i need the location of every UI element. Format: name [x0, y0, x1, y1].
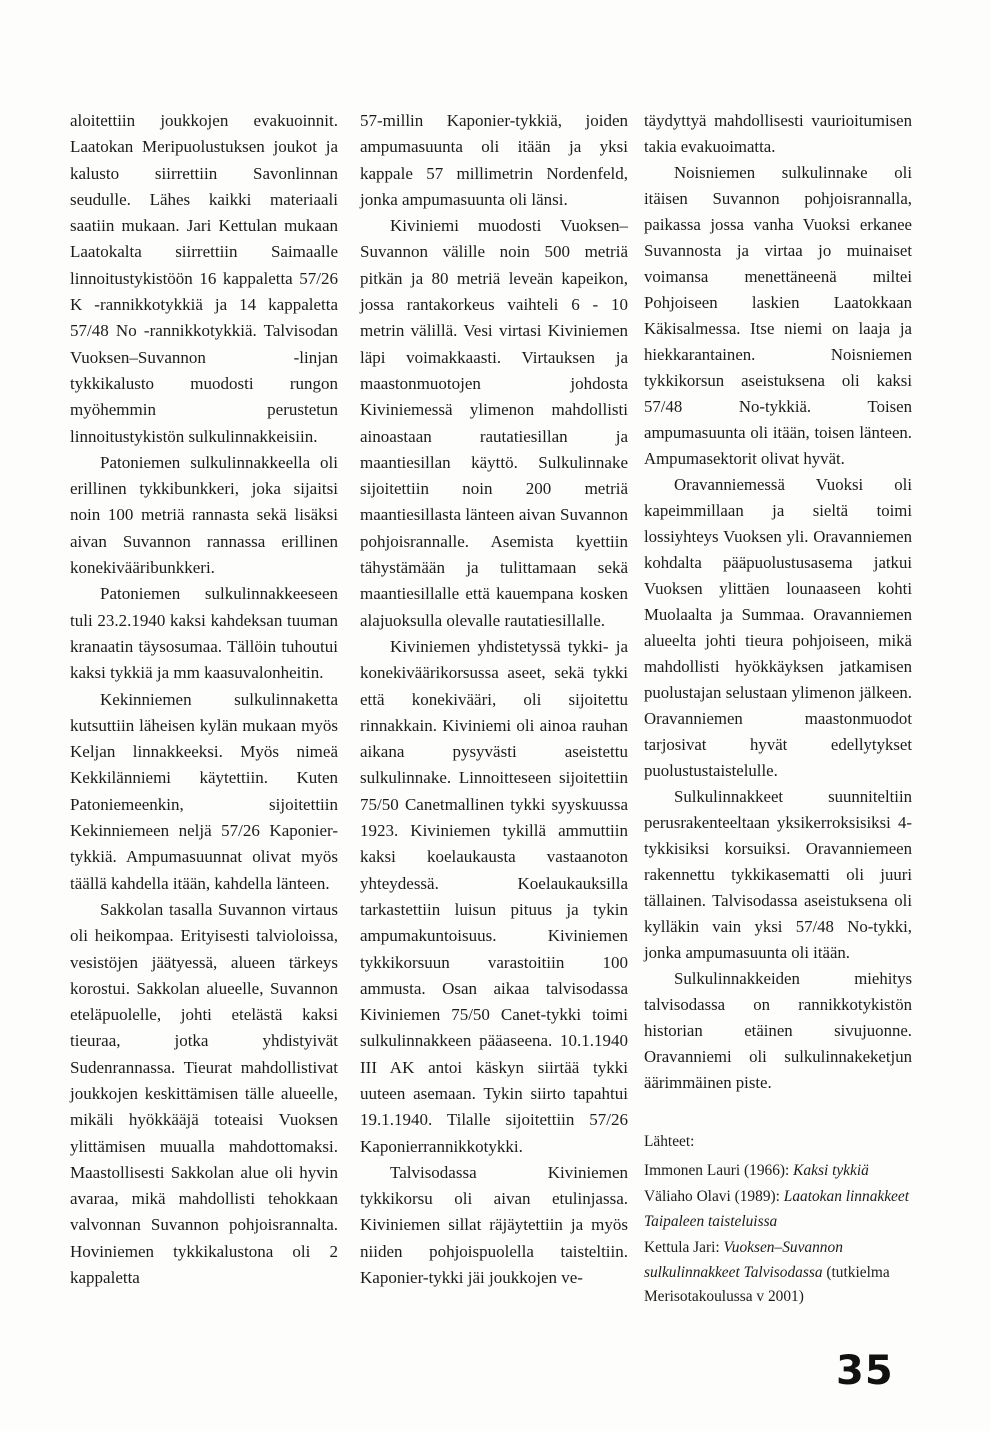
- paragraph: Talvisodassa Kiviniemen tykkikorsu oli aivan etulinjassa. Kiviniemen sillat räjäytettiin ja myös niiden pohjoispuolella taisteltiin. Kaponier-tykki jäi joukkojen ve-: [360, 1162, 628, 1288]
- source-entry: [644, 1236, 912, 1310]
- page-number: 35: [836, 1348, 894, 1394]
- paragraph: Sulkulinnakkeiden miehitys talvisodassa on rannikkotykistön historian etäinen sivujuonne. Oravanniemi oli sulkulinnakeketjun äärimmäinen piste.: [644, 969, 912, 1092]
- paragraph: täydyttyä mahdollisesti vaurioitumisen takia evakuoimatta.: [644, 111, 912, 156]
- sources-list: [644, 1130, 912, 1310]
- paragraph: Kekinniemen sulkulinnaketta kutsuttiin läheisen kylän mukaan myös Keljan linnakkeeksi. Myös nimeä Kekkilänniemi käytettiin. Kuten Patoniemeenkin, sijoitettiin Kekinniemeen neljä 57/26 Kaponier-tykkiä. Ampumasuunnat olivat myös täällä kahdella itään, kahdella länteen.: [70, 689, 338, 893]
- text-column-2: [360, 108, 628, 1291]
- text-column-3: [644, 108, 912, 1312]
- paragraph: Kiviniemi muodosti Vuoksen–Suvannon välille noin 500 metriä pitkän ja 80 metriä leveän kapeikon, jossa rantakorkeus vaihteli 6 - 10 metrin välillä. Vesi virtasi Kiviniemen läpi voimakkaasti. Virtauksen ja maastonmuotojen johdosta Kiviniemessä ylimenon mahdollisti ainoastaan rautatiesillan ja maantiesillan käyttö. Sulkulinnake sijoitettiin noin 200 metriä maantiesillasta länteen aivan Suvannon pohjoisrannalle. Asemista kyettiin tähystämään ja tulittamaan sekä maantiesillalle että kauempana kosken alajuoksulla olevalle rautatiesillalle.: [360, 216, 628, 630]
- source-entry: [644, 1159, 912, 1184]
- sources-heading: Lähteet:: [644, 1133, 695, 1150]
- paragraph: aloitettiin joukkojen evakuoinnit. Laatokan Meripuolustuksen joukot ja kalusto siirrettiin Savonlinnan seudulle. Lähes kaikki materiaali saatiin mukaan. Jari Kettulan mukaan Laatokalta siirrettiin Saimaalle linnoitustykistöön 16 kappaletta 57/26 K -rannikkotykkiä ja 14 kappaletta 57/48 No -rannikkotykkiä. Talvisodan Vuoksen–Suvannon -linjan tykkikalusto muodosti rungon myöhemmin perustetun linnoitustykistön sulkulinnakkeisiin.: [70, 111, 338, 446]
- paragraph: Patoniemen sulkulinnakkeeseen tuli 23.2.1940 kaksi kahdeksan tuuman kranaatin täysosumaa. Tällöin tuhoutui kaksi tykkiä ja mm kaasuvalonheitin.: [70, 584, 338, 683]
- paragraph: Oravanniemessä Vuoksi oli kapeimmillaan ja sieltä toimi lossiyhteys Vuoksen yli. Oravanniemen kohdalta pääpuolustusasema jatkui Vuoksen ylittäen lounaaseen kohti Muolaalta ja Summaa. Oravanniemen alueelta johti tieura pohjoiseen, mikä mahdollisti hyökkäyksen jatkamisen puolustajan selustaan ylimenon jälkeen. Oravanniemen maastonmuodot tarjosivat hyvät edellytykset puolustustaistelulle.: [644, 475, 912, 780]
- source-author: Immonen Lauri (1966):: [644, 1161, 794, 1179]
- paragraph: Sakkolan tasalla Suvannon virtaus oli heikompaa. Erityisesti talvioloissa, vesistöjen jäätyessä, alueen tärkeys korostui. Sakkolan alueelle, Suvannon eteläpuolelle, johti etelästä kaksi tieuraa, jotka yhdistyivät Sudenrannassa. Tieurat mahdollistivat joukkojen keskittämisen tälle alueelle, mikäli hyökkääjä toteaisi Vuoksen ylittämisen muualla mahdottomaksi. Maastollisesti Sakkolan alue oli hyvin avaraa, mikä mahdollisti tehokkaan valvonnan Suvannon pohjoisrannalta. Hoviniemen tykkikalustona oli 2 kappaletta: [70, 899, 338, 1288]
- paragraph: 57-millin Kaponier-tykkiä, joiden ampumasuunta oli itään ja yksi kappale 57 millimetrin Nordenfeld, jonka ampumasuunta oli länsi.: [360, 111, 628, 209]
- source-note: (tutkielma Merisotakoulussa v 2001): [644, 1263, 890, 1305]
- source-entry: [644, 1185, 912, 1234]
- paragraph: Patoniemen sulkulinnakkeella oli erillinen tykkibunkkeri, joka sijaitsi noin 100 metriä rannasta sekä lisäksi aivan Suvannon rannassa erillinen konekivääribunkkeri.: [70, 452, 338, 578]
- source-title: Vuoksen–Suvannon sulkulinnakkeet Talvisodassa: [644, 1239, 843, 1281]
- paragraph: Sulkulinnakkeet suunniteltiin perusrakenteeltaan yksikerroksisiksi 4-tykkisiksi korsuiksi. Oravanniemeen rakennettu tykkikasematti oli juuri tällainen. Talvisodassa aseistuksena oli kylläkin vain yksi 57/48 No-tykki, jonka ampumasuunta oli itään.: [644, 787, 912, 962]
- source-author: Kettula Jari:: [644, 1239, 724, 1256]
- source-title: Laatokan linnakkeet Taipaleen taisteluissa: [644, 1188, 909, 1230]
- source-author: Väliaho Olavi (1989):: [644, 1188, 784, 1205]
- paragraph: Noisniemen sulkulinnake oli itäisen Suvannon pohjoisrannalla, paikassa jossa vanha Vuoksi erkanee Suvannosta ja virtaa jo muinaiset voimansa menettäneenä miltei Pohjoiseen laskien Laatokkaan Käkisalmessa. Itse niemi on laaja ja hiekkarantainen. Noisniemen tykkikorsun aseistuksena oli kaksi 57/48 No-tykkiä. Toisen ampumasuunta oli itään, toisen länteen. Ampumasektorit olivat hyvät.: [644, 163, 912, 468]
- source-title: Kaksi tykkiä: [793, 1161, 869, 1179]
- paragraph: Kiviniemen yhdistetyssä tykki- ja konekiväärikorsussa aseet, sekä tykki että konekivääri, oli sijoitettu rinnakkain. Kiviniemi oli ainoa rauhan aikana pysyvästi aseistettu sulkulinnake. Linnoitteseen sijoitettiin 75/50 Canetmallinen tykki syyskuussa 1923. Kiviniemen tykillä ammuttiin kaksi koelaukausta vastaanoton yhteydessä. Koelaukauksilla tarkastettiin luisun pituus ja tykin ampumakuntoisuus. Kiviniemen tykkikorsuun varastoitiin 100 ammusta. Osan aikaa talvisodassa Kiviniemen 75/50 Canet-tykki toimi sulkulinnakkeen pääaseena. 10.1.1940 III AK antoi käskyn siirtää tykki uuteen asemaan. Tykin siirto tapahtui 19.1.1940. Tilalle sijoitettiin 57/26 Kaponierrannikkotykki.: [360, 636, 628, 1156]
- text-column-1: [70, 108, 338, 1291]
